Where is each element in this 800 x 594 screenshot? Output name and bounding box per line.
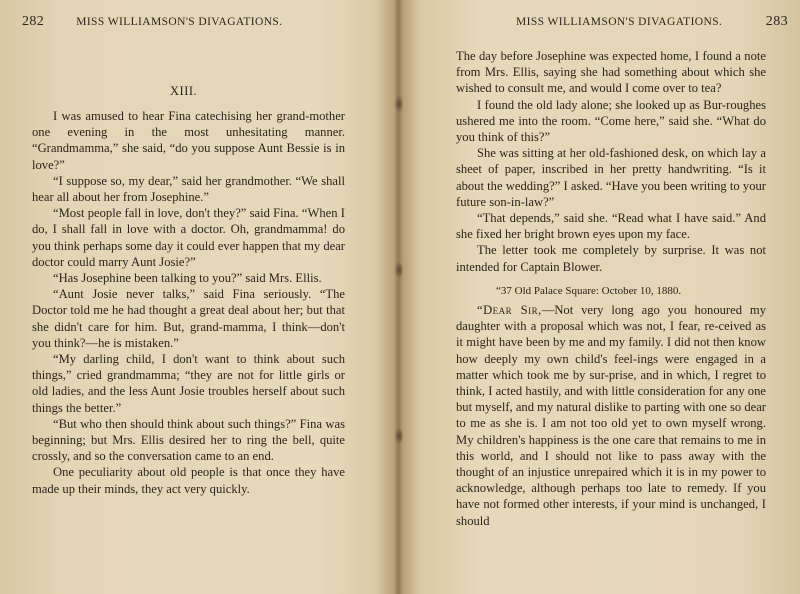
paragraph: “I suppose so, my dear,” said her grandmother. “We shall hear all about her from Josephine.” — [32, 173, 345, 205]
paragraph: “My darling child, I don't want to think about such things,” cried grandmamma; “they are not for little girls or old ladies, and the less Aunt Josie troubles herself about such things the better.” — [32, 352, 345, 415]
paragraph: I was amused to hear Fina catechising her grand-mother one evening in the most unhesitating manner. “Grandmamma,” she said, “do you suppose Aunt Bessie is in love?” — [32, 109, 345, 172]
letter-salutation: “Dear Sir, — [477, 303, 542, 318]
right-page — [408, 0, 800, 594]
right-page-text — [456, 48, 766, 529]
left-page-header — [22, 14, 372, 30]
left-page — [0, 0, 392, 594]
binding-thread-mark — [395, 428, 403, 444]
paragraph: The day before Josephine was expected home, I found a note from Mrs. Ellis, saying she had something about which she wished to consult me, and would I come over to tea? — [456, 49, 766, 96]
letter-paragraph — [456, 302, 766, 529]
chapter-heading: XIII. — [170, 84, 198, 98]
paragraph: “But who then should think about such things?” Fina was beginning; but Mrs. Ellis desired her to ring the bell, quite crossly, and so the conversation came to an end. — [32, 416, 345, 464]
letter-dateline: “37 Old Palace Square: October 10, 1880. — [496, 284, 682, 297]
left-page-text — [32, 108, 345, 497]
paragraph: One peculiarity about old people is that once they have made up their minds, they act very quickly. — [32, 465, 345, 496]
binding-thread-mark — [395, 262, 403, 278]
running-head: MISS WILLIAMSON'S DIVAGATIONS. — [76, 16, 283, 28]
paragraph: “Has Josephine been talking to you?” said Mrs. Ellis. — [53, 271, 322, 286]
paragraph: “Most people fall in love, don't they?” said Fina. “When I do, I shall fall in love with a doctor. Oh, grandmamma! do you think perhaps some day it could ever happen that my dear doctor could marry Aunt Josie?” — [32, 206, 346, 269]
paragraph: I found the old lady alone; she looked up as Bur-roughes ushered me into the room. “Come here,” said she. “What do you think of this?” — [456, 97, 766, 145]
paragraph: The letter took me completely by surprise. It was not intended for Captain Blower. — [456, 243, 766, 274]
paragraph: “Aunt Josie never talks,” said Fina seriously. “The Doctor told me he had thought a great deal about her; but that she didn't care for him. But, grand-mamma, I think—don't you think?—he is mistaken.” — [32, 287, 345, 350]
page-number: 283 — [765, 14, 788, 29]
page-number: 282 — [22, 14, 45, 29]
right-page-header — [458, 14, 788, 30]
running-head: MISS WILLIAMSON'S DIVAGATIONS. — [516, 16, 723, 28]
binding-thread-mark — [395, 96, 403, 112]
letter-body: —Not very long ago you honoured my daughter with a proposal which was not, I fear, re-ceived as it might have been by me and my family. I did not then know how deeply my own child's feel-ings were engaged in a matter which took me by sur-prise, and in which, I regret to think, I acted hastily, and with little consideration for any one but myself, and my natural dislike to parting with one so dear to me as she is. I am not too old yet to own myself wrong. My children's happiness is the one care that remains to me in this world, and I should not like to pass away with the thought of an injustice unrepaired which it is in my power to acknowledge, although perhaps too late to remedy. If you have not formed other interests, if your mind is unchanged, I should — [456, 303, 766, 528]
paragraph: She was sitting at her old-fashioned desk, on which lay a sheet of paper, inscribed in her pretty handwriting. “Is it about the wedding?” I asked. “Have you been writing to your future son-in-law?” — [456, 146, 766, 209]
paragraph: “That depends,” said she. “Read what I have said.” And she fixed her bright brown eyes upon my face. — [456, 211, 766, 242]
